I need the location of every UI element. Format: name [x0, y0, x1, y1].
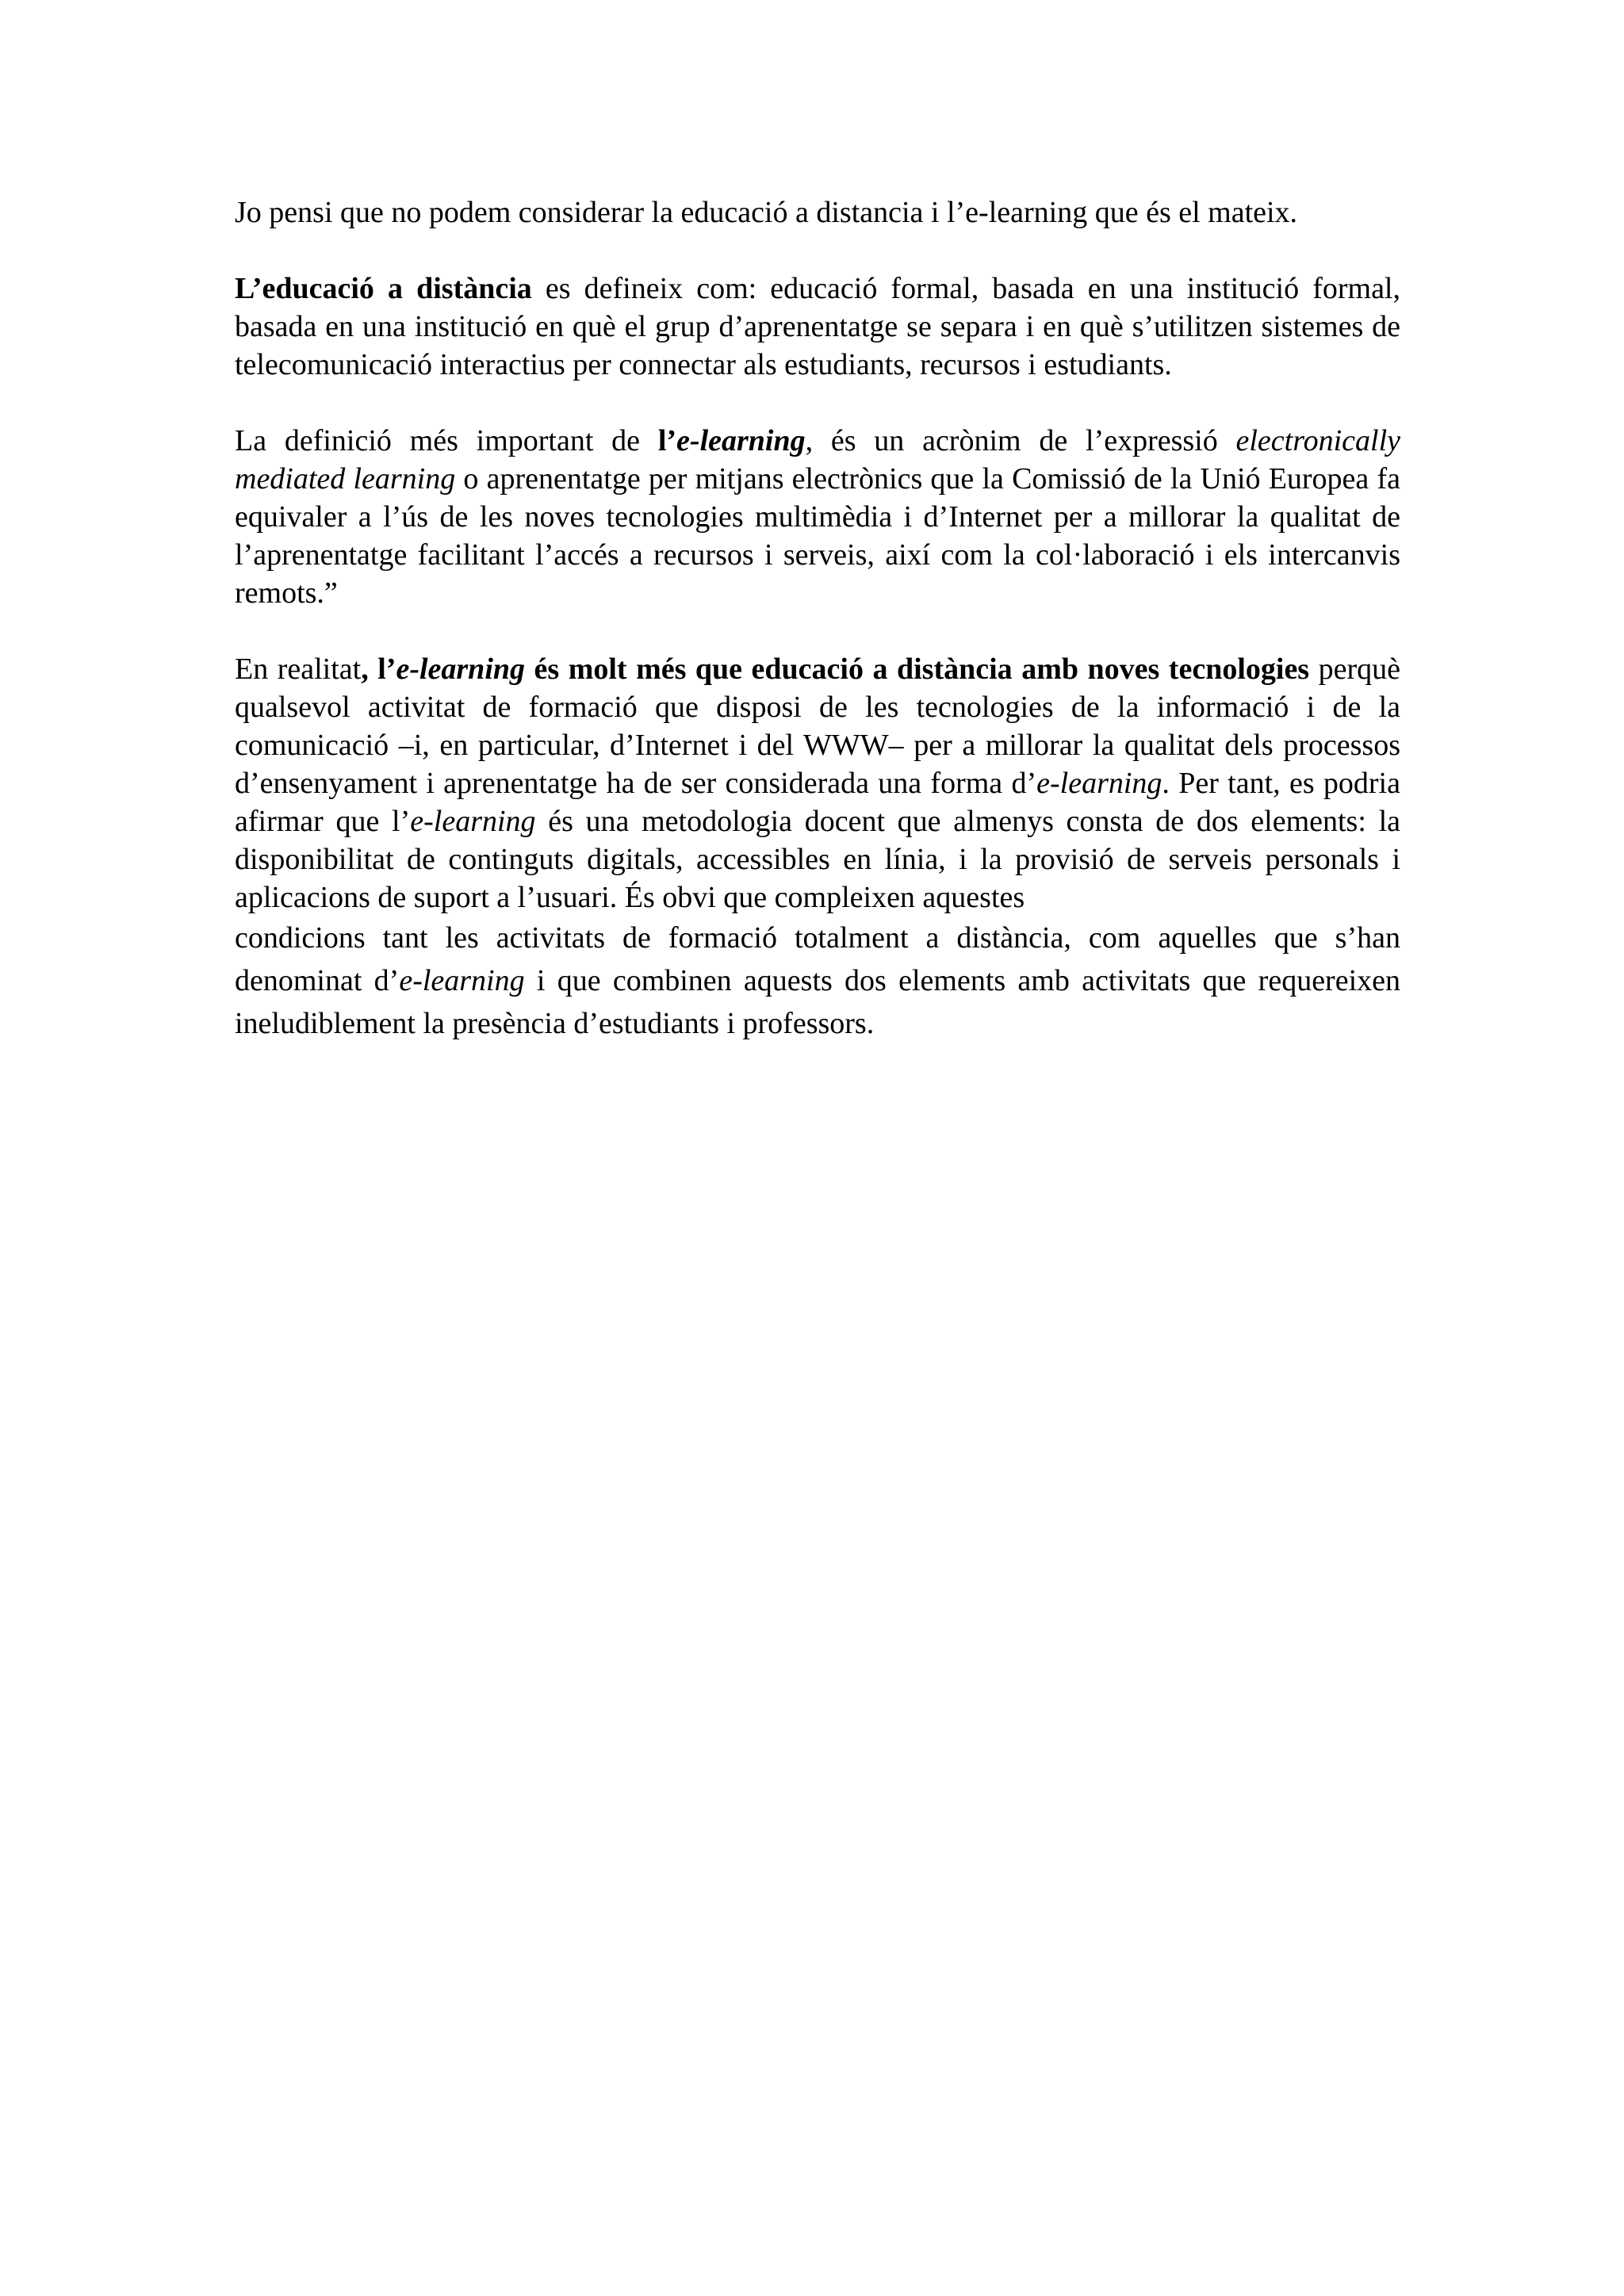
paragraph-text: o aprenentatge per mitjans electrònics que la Comissió de la Unió Europea fa equivaler a l’ús de les noves tecnologies multimèdia i d’Internet per a millorar la qualitat de l’aprenentatge facilitant l’accés a recursos i serveis, així com la col·laboració i els intercanvis remots.” — [235, 462, 1400, 610]
phrase-electronically-mediated-learning: electronically mediated learning — [235, 424, 1400, 496]
paragraph-text: La definició més important de — [235, 424, 658, 457]
term-elearning: e-learning — [676, 424, 806, 457]
term-elearning: e-learning — [410, 805, 536, 838]
paragraph-text: és una metodologia docent que almenys consta de dos elements: la disponibilitat de continguts digitals, accessibles en línia, i la provisió de serveis personals i aplicacions de suport a l’usuari. És obvi que compleixen aquestes — [235, 805, 1400, 914]
term-elearning: e-learning — [396, 652, 526, 686]
paragraph-intro — [235, 193, 1400, 232]
paragraph-elearning-definition — [235, 422, 1400, 612]
paragraph-text: condicions tant les activitats de formació totalment a distància, com aquelles que s’han denominat d’ — [235, 921, 1400, 997]
paragraph-text: En realitat — [235, 652, 362, 686]
paragraph-text: , és un acrònim de l’expressió — [805, 424, 1236, 457]
paragraph-conditions — [235, 916, 1400, 1045]
document-body — [235, 193, 1400, 1045]
paragraph-in-reality — [235, 650, 1400, 916]
term-distance-education: L’educació a distància — [235, 272, 532, 305]
paragraph-text: es defineix com: educació formal, basada en una institució formal, basada en una institució en què el grup d’aprenentatge se separa i en què s’utilitzen sistemes de telecomunicació interactius per connectar als estudiants, recursos i estudiants. — [235, 272, 1400, 381]
term-elearning: e-learning — [399, 964, 525, 997]
term-elearning: e-learning — [1036, 767, 1162, 800]
term-elearning-prefix: l’ — [657, 424, 677, 457]
bold-phrase-a: , l’ — [361, 652, 396, 686]
paragraph-distance-education — [235, 270, 1400, 384]
paragraph-text: Jo pensi que no podem considerar la educació a distancia i l’e-learning que és el mateix. — [235, 196, 1298, 229]
paragraph-text: . Per tant, es podria afirmar que l’ — [235, 767, 1400, 838]
bold-phrase-b: és molt més que educació a distància amb noves tecnologies — [525, 652, 1310, 686]
paragraph-text: i que combinen aquests dos elements amb activitats que requereixen ineludiblement la presència d’estudiants i professors. — [235, 964, 1401, 1040]
paragraph-text: perquè qualsevol activitat de formació que disposi de les tecnologies de la informació i de la comunicació –i, en particular, d’Internet i del WWW– per a millorar la qualitat dels processos d’ensenyament i aprenentatge ha de ser considerada una forma d’ — [235, 652, 1400, 800]
